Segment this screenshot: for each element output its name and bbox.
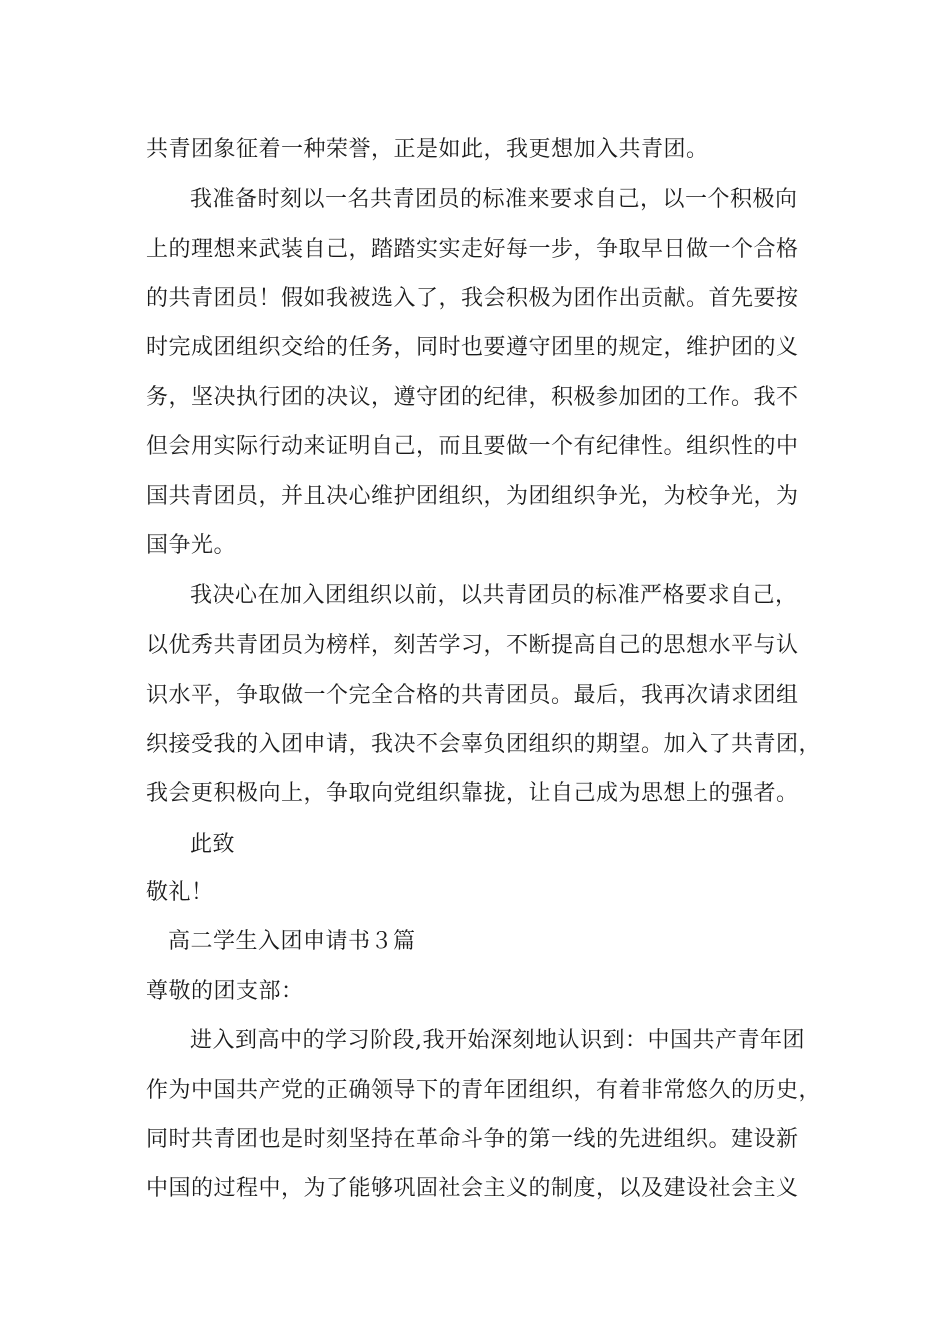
text-line: 务，坚决执行团的决议，遵守团的纪律，积极参加团的工作。我不 (146, 385, 799, 410)
section-title: 高二学生入团申请书３篇 (168, 929, 416, 954)
closing-salutation: 此致 (190, 832, 236, 857)
addressee: 尊敬的团支部： (146, 979, 304, 1004)
text-line: 我会更积极向上，争取向党组织靠拢，让自己成为思想上的强者。 (146, 781, 799, 806)
text-line: 识水平，争取做一个完全合格的共青团员。最后，我再次请求团组 (146, 683, 799, 708)
text-line: 共青团象征着一种荣誉，正是如此，我更想加入共青团。 (146, 137, 709, 162)
text-line: 同时共青团也是时刻坚持在革命斗争的第一线的先进组织。建设新 (146, 1127, 799, 1152)
text-line: 我决心在加入团组织以前，以共青团员的标准严格要求自己， (190, 583, 798, 608)
text-line: 中国的过程中，为了能够巩固社会主义的制度，以及建设社会主义 (146, 1176, 799, 1201)
text-line: 以优秀共青团员为榜样，刻苦学习，不断提高自己的思想水平与认 (146, 633, 799, 658)
text-line: 国共青团员，并且决心维护团组织，为团组织争光，为校争光，为 (146, 484, 799, 509)
text-line: 的共青团员！假如我被选入了，我会积极为团作出贡献。首先要按 (146, 286, 799, 311)
text-line: 作为中国共产党的正确领导下的青年团组织，有着非常悠久的历史， (146, 1078, 822, 1103)
text-line: 但会用实际行动来证明自己，而且要做一个有纪律性。组织性的中 (146, 434, 799, 459)
closing-regards: 敬礼！ (146, 880, 214, 905)
text-line: 织接受我的入团申请，我决不会辜负团组织的期望。加入了共青团， (146, 732, 822, 757)
text-line: 国争光。 (146, 533, 237, 558)
text-line: 进入到高中的学习阶段,我开始深刻地认识到：中国共产青年团 (190, 1028, 805, 1053)
text-line: 我准备时刻以一名共青团员的标准来要求自己，以一个积极向 (190, 187, 798, 212)
text-line: 上的理想来武装自己，踏踏实实走好每一步，争取早日做一个合格 (146, 237, 799, 262)
text-line: 时完成团组织交给的任务，同时也要遵守团里的规定，维护团的义 (146, 335, 799, 360)
